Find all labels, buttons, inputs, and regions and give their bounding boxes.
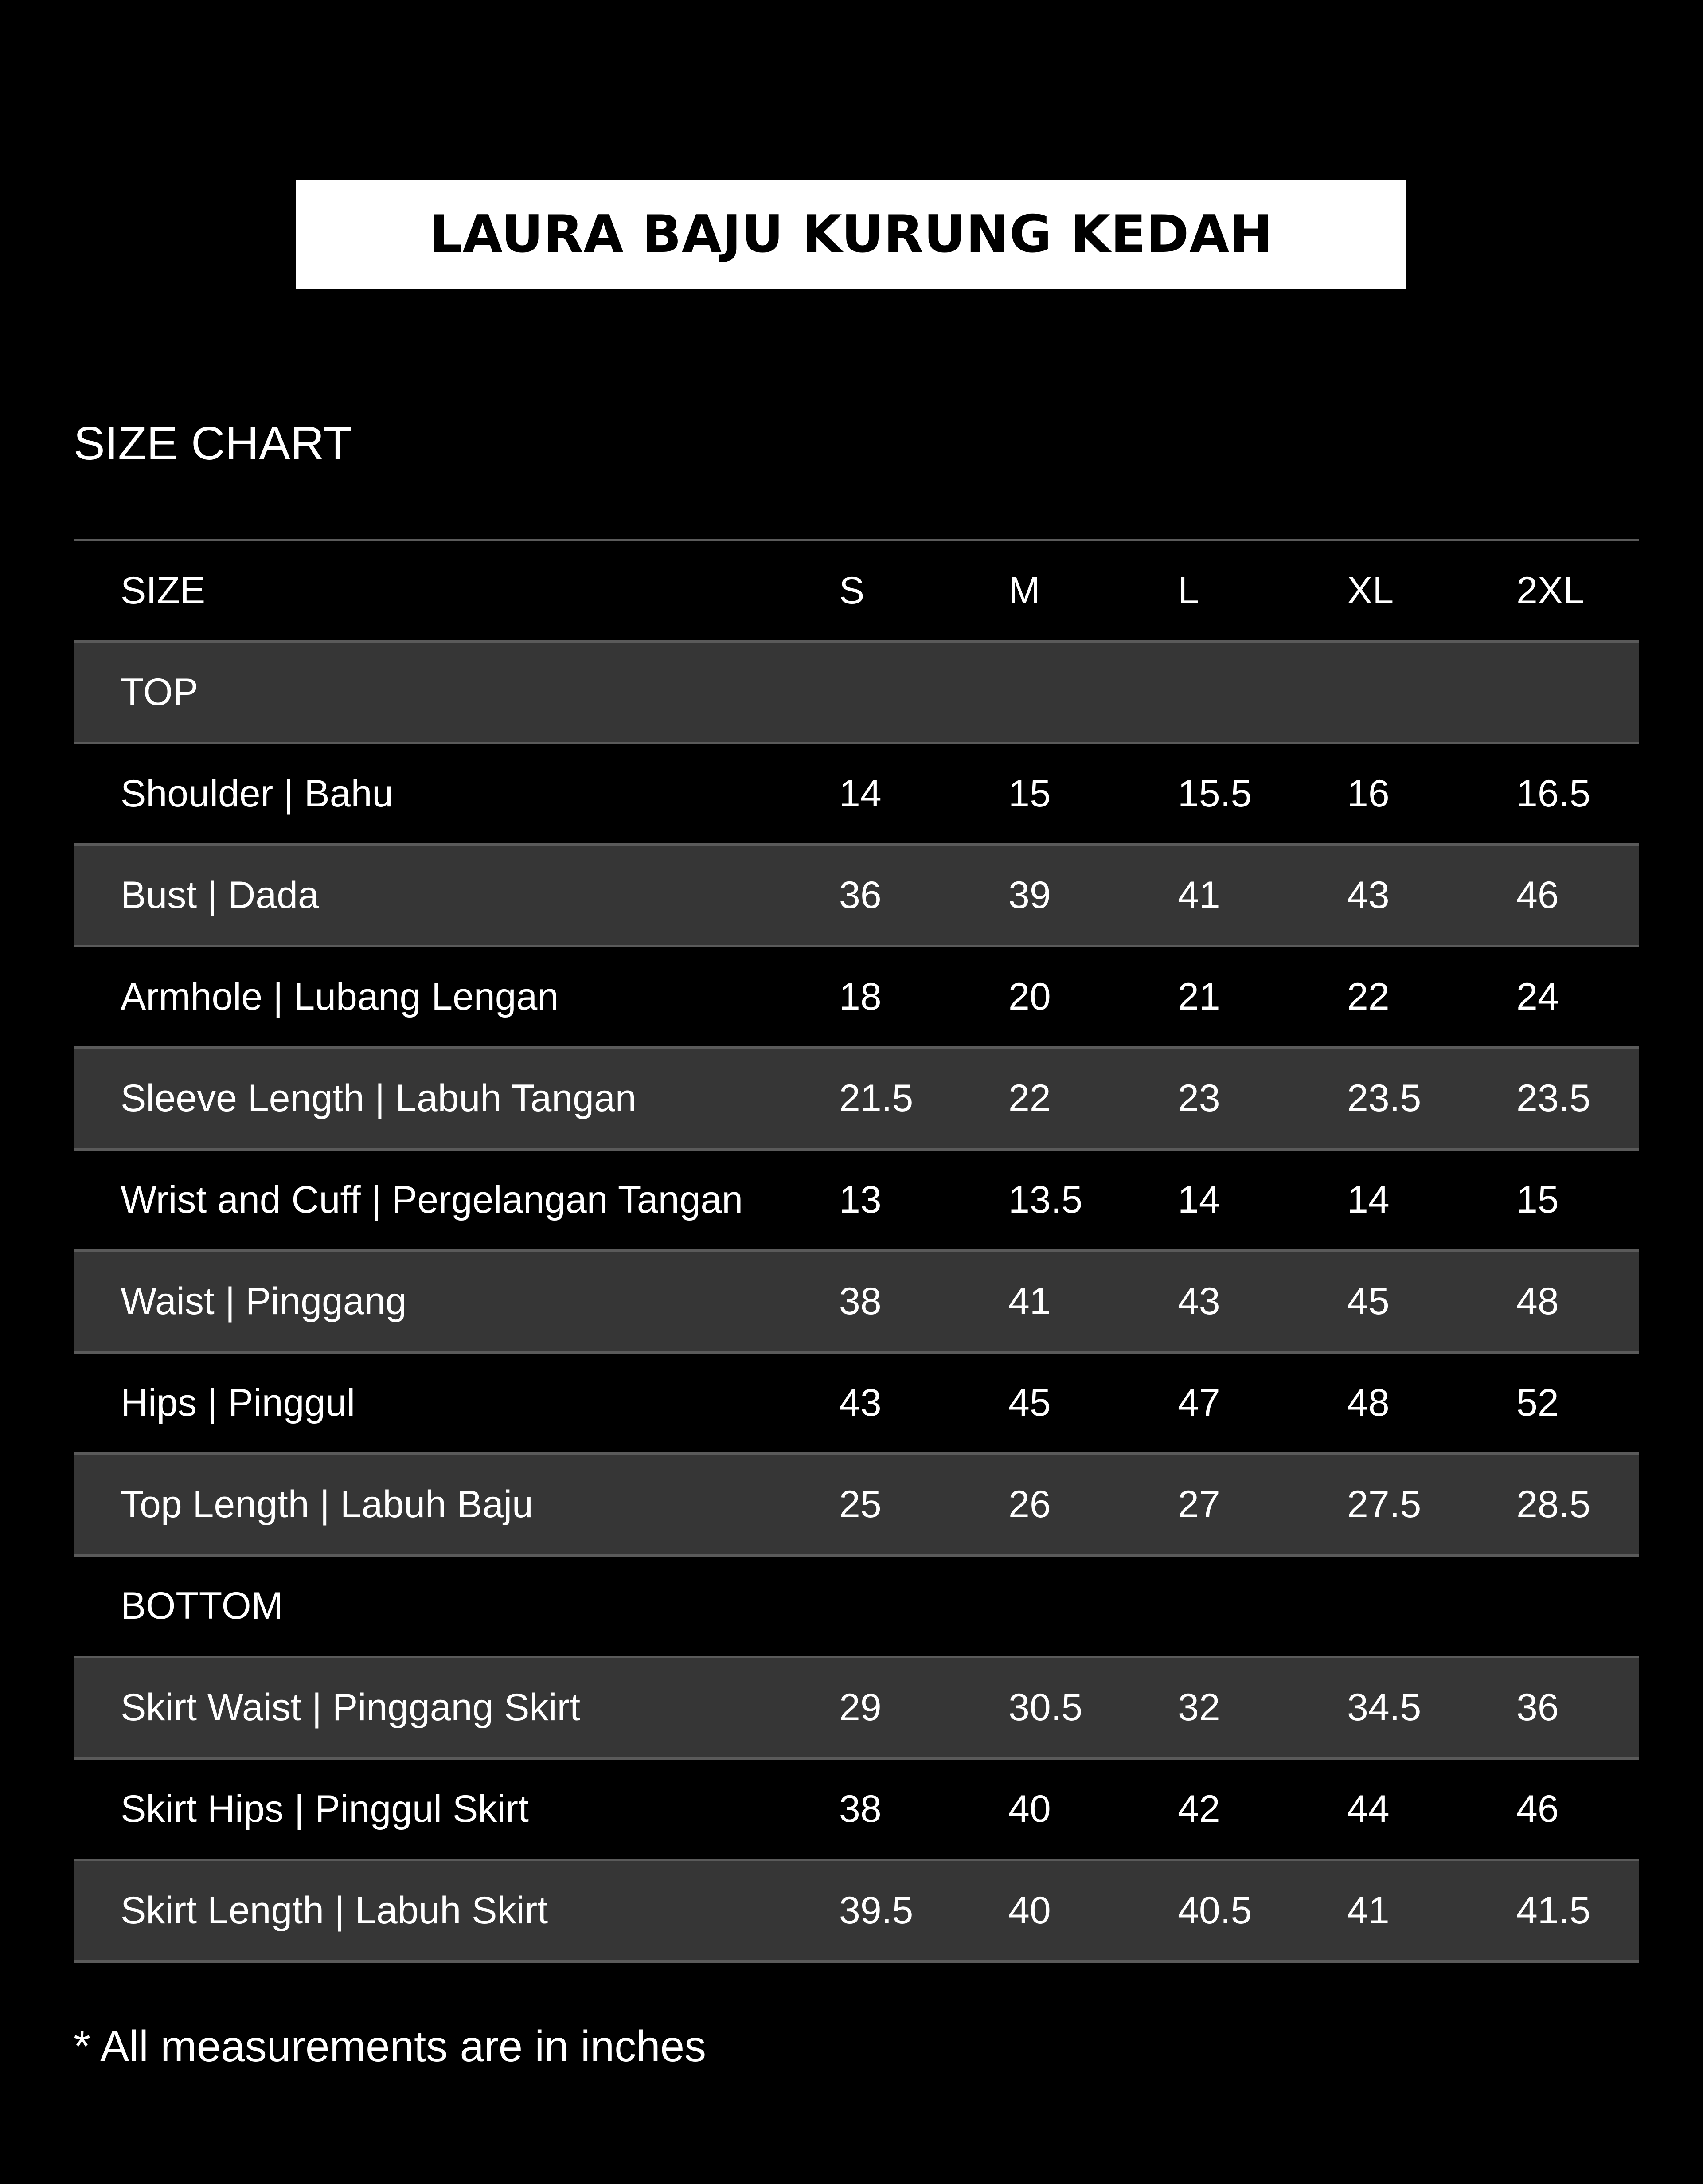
row-label: Skirt Length | Labuh Skirt [121, 1889, 548, 1932]
table-row [74, 1252, 1639, 1354]
row-value-s: 25 [839, 1483, 882, 1526]
row-label: Wrist and Cuff | Pergelangan Tangan [121, 1178, 743, 1221]
title-banner [296, 180, 1406, 289]
header-size-m: M [1008, 569, 1040, 612]
row-value-m: 30.5 [1008, 1686, 1083, 1729]
row-label: Shoulder | Bahu [121, 772, 394, 815]
row-value-s: 29 [839, 1686, 882, 1729]
row-label: Skirt Waist | Pinggang Skirt [121, 1686, 581, 1729]
table-row [74, 1151, 1639, 1252]
row-value-l: 23 [1178, 1077, 1220, 1119]
row-label: Hips | Pinggul [121, 1382, 355, 1424]
row-value-l: 21 [1178, 975, 1220, 1018]
row-value-l: 41 [1178, 874, 1220, 916]
table-row [74, 947, 1639, 1049]
row-value-s: 21.5 [839, 1077, 914, 1119]
size-table [74, 539, 1639, 1963]
table-row [74, 1354, 1639, 1455]
row-value-2xl: 24 [1516, 975, 1559, 1018]
row-value-m: 15 [1008, 772, 1051, 815]
header-size-l: L [1178, 569, 1199, 612]
row-value-s: 43 [839, 1382, 882, 1424]
row-value-2xl: 15 [1516, 1178, 1559, 1221]
row-value-2xl: 16.5 [1516, 772, 1591, 815]
row-value-s: 13 [839, 1178, 882, 1221]
row-value-xl: 45 [1347, 1280, 1390, 1323]
row-label: Waist | Pinggang [121, 1280, 407, 1323]
row-value-xl: 23.5 [1347, 1077, 1422, 1119]
row-value-s: 38 [839, 1280, 882, 1323]
table-row [74, 1861, 1639, 1963]
table-row [74, 1049, 1639, 1151]
row-value-s: 36 [839, 874, 882, 916]
row-value-l: 40.5 [1178, 1889, 1252, 1932]
table-row [74, 1658, 1639, 1760]
row-value-m: 22 [1008, 1077, 1051, 1119]
row-value-m: 20 [1008, 975, 1051, 1018]
measurement-footnote: * All measurements are in inches [74, 2022, 707, 2070]
row-value-xl: 48 [1347, 1382, 1390, 1424]
row-value-m: 13.5 [1008, 1178, 1083, 1221]
row-value-l: 15.5 [1178, 772, 1252, 815]
row-value-s: 38 [839, 1788, 882, 1830]
row-value-xl: 16 [1347, 772, 1390, 815]
row-value-2xl: 28.5 [1516, 1483, 1591, 1526]
row-value-2xl: 36 [1516, 1686, 1559, 1729]
table-row [74, 1760, 1639, 1861]
row-value-xl: 44 [1347, 1788, 1390, 1830]
section-row-bottom [74, 1557, 1639, 1658]
row-label: Armhole | Lubang Lengan [121, 975, 559, 1018]
row-value-m: 40 [1008, 1788, 1051, 1830]
row-label: Top Length | Labuh Baju [121, 1483, 533, 1526]
row-value-xl: 41 [1347, 1889, 1390, 1932]
row-value-2xl: 46 [1516, 1788, 1559, 1830]
row-value-s: 18 [839, 975, 882, 1018]
header-size-label: SIZE [121, 569, 206, 612]
row-value-2xl: 41.5 [1516, 1889, 1591, 1932]
section-row-top [74, 643, 1639, 744]
row-value-xl: 34.5 [1347, 1686, 1422, 1729]
row-label: Bust | Dada [121, 874, 319, 916]
row-value-2xl: 48 [1516, 1280, 1559, 1323]
row-value-2xl: 52 [1516, 1382, 1559, 1424]
row-value-xl: 14 [1347, 1178, 1390, 1221]
row-value-s: 39.5 [839, 1889, 914, 1932]
row-value-l: 32 [1178, 1686, 1220, 1729]
row-value-l: 14 [1178, 1178, 1220, 1221]
row-value-m: 45 [1008, 1382, 1051, 1424]
row-value-xl: 22 [1347, 975, 1390, 1018]
row-value-s: 14 [839, 772, 882, 815]
row-value-l: 43 [1178, 1280, 1220, 1323]
row-value-m: 26 [1008, 1483, 1051, 1526]
table-header-row [74, 541, 1639, 643]
row-value-xl: 27.5 [1347, 1483, 1422, 1526]
table-row [74, 744, 1639, 846]
row-value-l: 42 [1178, 1788, 1220, 1830]
row-value-2xl: 46 [1516, 874, 1559, 916]
row-label: Skirt Hips | Pinggul Skirt [121, 1788, 529, 1830]
row-value-m: 39 [1008, 874, 1051, 916]
row-value-l: 27 [1178, 1483, 1220, 1526]
row-value-m: 41 [1008, 1280, 1051, 1323]
header-size-s: S [839, 569, 865, 612]
row-value-l: 47 [1178, 1382, 1220, 1424]
row-value-2xl: 23.5 [1516, 1077, 1591, 1119]
row-label: Sleeve Length | Labuh Tangan [121, 1077, 637, 1119]
header-size-xl: XL [1347, 569, 1394, 612]
row-value-m: 40 [1008, 1889, 1051, 1932]
section-label-top: TOP [121, 671, 199, 713]
page-title: LAURA BAJU KURUNG KEDAH [429, 204, 1273, 264]
table-row [74, 846, 1639, 947]
row-value-xl: 43 [1347, 874, 1390, 916]
table-row [74, 1455, 1639, 1557]
header-size-2xl: 2XL [1516, 569, 1585, 612]
section-label-bottom: BOTTOM [121, 1585, 283, 1627]
size-chart-heading: SIZE CHART [74, 417, 352, 470]
